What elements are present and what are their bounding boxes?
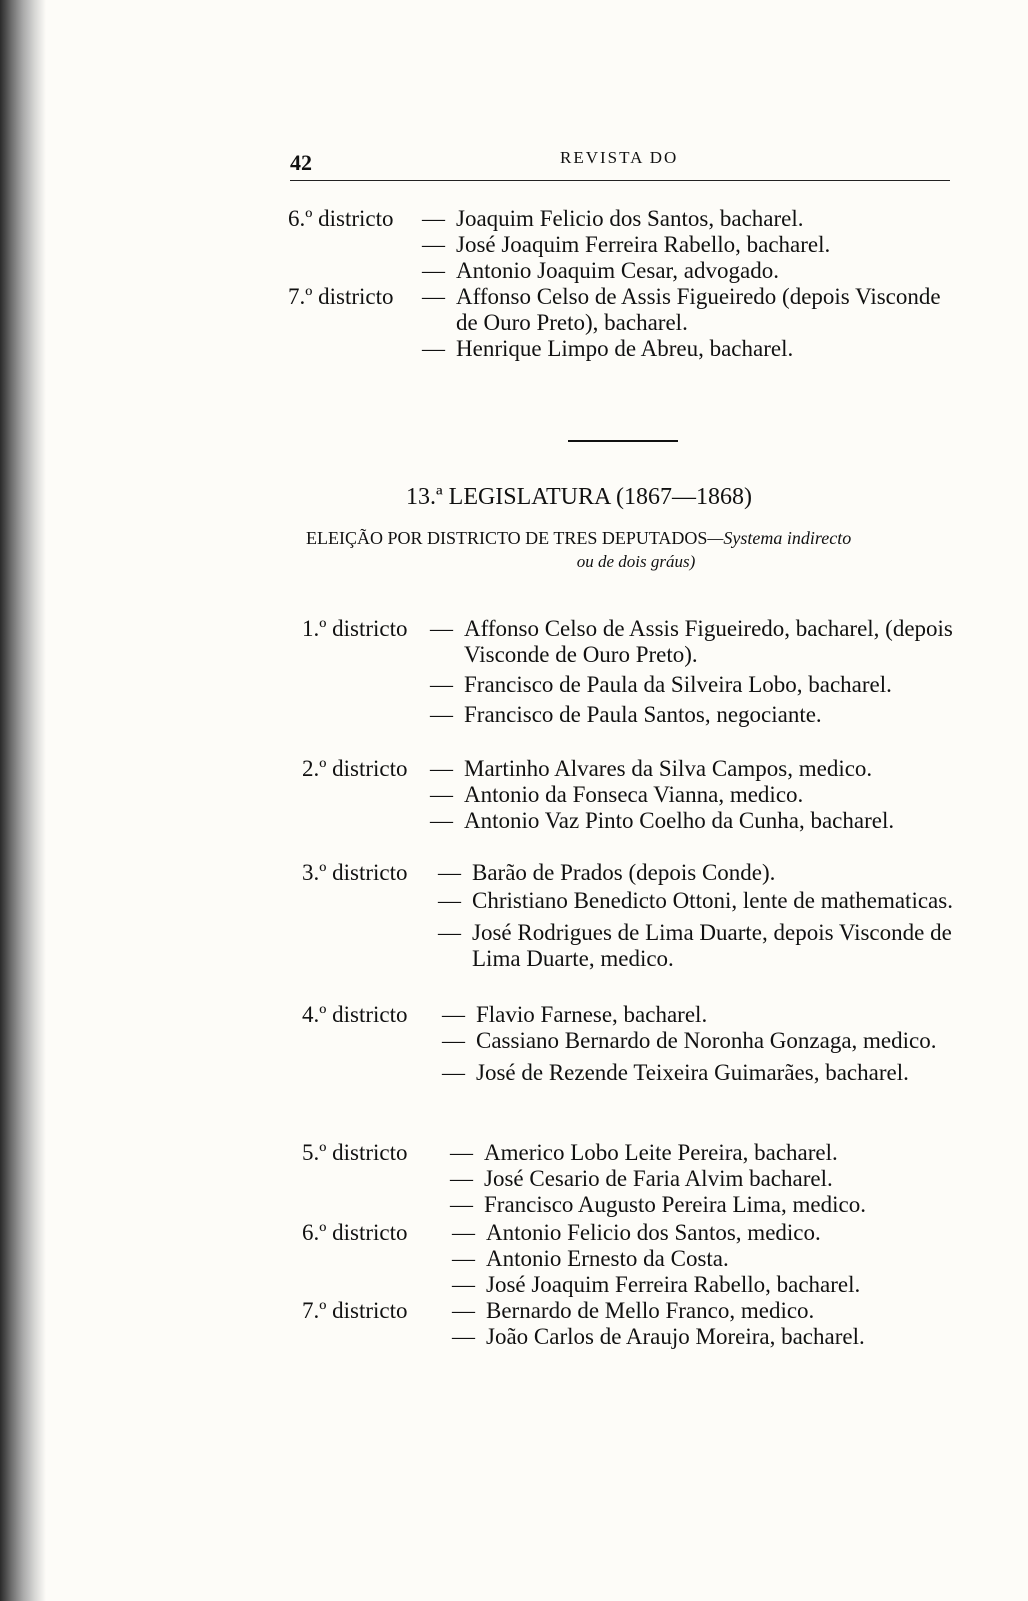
election-heading-system: —Systema indirecto [707, 528, 852, 548]
deputy-name: Martinho Alvares da Silva Campos, medico. [464, 756, 873, 781]
deputy-name: José Joaquim Ferreira Rabello, bacharel. [456, 232, 831, 257]
deputy-name: Antonio Joaquim Cesar, advogado. [456, 258, 779, 283]
election-heading-main: ELEIÇÃO POR DISTRICTO DE TRES DEPUTADOS [306, 528, 708, 548]
district-label: 6.º districto [288, 206, 394, 231]
deputy-name: Christiano Benedicto Ottoni, lente de mathematicas. [472, 888, 953, 913]
deputy-name: Antonio Vaz Pinto Coelho da Cunha, bacharel. [464, 808, 895, 833]
district-label: 3.º districto [302, 860, 408, 885]
deputy-name: Affonso Celso de Assis Figueiredo, bacharel, (depois Visconde de Ouro Preto). [464, 616, 953, 667]
page-number: 42 [290, 150, 312, 175]
deputy-name: Francisco de Paula da Silveira Lobo, bacharel. [464, 672, 892, 697]
deputy-name: José Rodrigues de Lima Duarte, depois Visconde de Lima Duarte, medico. [472, 920, 952, 971]
deputy-name: Antonio Ernesto da Costa. [486, 1246, 729, 1271]
deputy-name: Francisco de Paula Santos, negociante. [464, 702, 822, 727]
deputy-name: Francisco Augusto Pereira Lima, medico. [484, 1192, 866, 1217]
deputy-name: Henrique Limpo de Abreu, bacharel. [456, 336, 794, 361]
deputy-name: Bernardo de Mello Franco, medico. [486, 1298, 815, 1323]
deputy-name: Cassiano Bernardo de Noronha Gonzaga, medico. [476, 1028, 937, 1053]
district-label: 4.º districto [302, 1002, 408, 1027]
deputy-name: Joaquim Felicio dos Santos, bacharel. [456, 206, 804, 231]
election-system-heading [306, 526, 966, 574]
deputy-name: Antonio Felicio dos Santos, medico. [486, 1220, 821, 1245]
page-header [290, 148, 950, 181]
deputy-name: Americo Lobo Leite Pereira, bacharel. [484, 1140, 838, 1165]
deputy-name: José Cesario de Faria Alvim bacharel. [484, 1166, 833, 1191]
deputy-name: Flavio Farnese, bacharel. [476, 1002, 708, 1027]
legislatura-title: 13.ª LEGISLATURA (1867—1868) [406, 484, 752, 510]
section-divider [568, 440, 678, 442]
deputy-name: José de Rezende Teixeira Guimarães, bacharel. [476, 1060, 909, 1085]
district-label: 6.º districto [302, 1220, 408, 1245]
deputy-name: José Joaquim Ferreira Rabello, bacharel. [486, 1272, 861, 1297]
deputy-name: Affonso Celso de Assis Figueiredo (depois Visconde de Ouro Preto), bacharel. [456, 284, 941, 335]
district-label: 2.º districto [302, 756, 408, 781]
election-heading-sub: ou de dois gráus) [576, 552, 696, 571]
district-label: 5.º districto [302, 1140, 408, 1165]
district-label: 1.º districto [302, 616, 408, 641]
deputy-name: Antonio da Fonseca Vianna, medico. [464, 782, 804, 807]
district-label: 7.º districto [302, 1298, 408, 1323]
district-label: 7.º districto [288, 284, 394, 309]
running-head: REVISTA DO [560, 148, 679, 167]
deputy-name: Barão de Prados (depois Conde). [472, 860, 776, 885]
book-binding-edge [0, 0, 46, 1601]
deputy-name: João Carlos de Araujo Moreira, bacharel. [486, 1324, 865, 1349]
